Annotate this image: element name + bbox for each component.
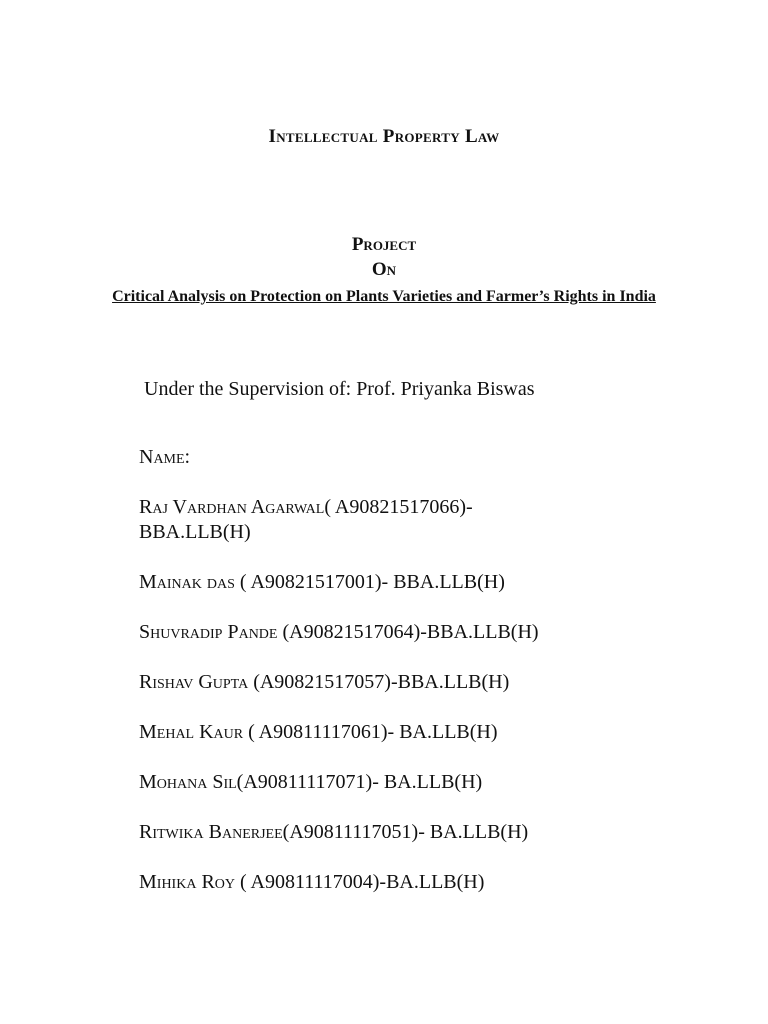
member-entry: Ritwika Banerjee(A90811117051)- BA.LLB(H) [139, 821, 529, 843]
supervision-line: Under the Supervision of: Prof. Priyanka Biswas [144, 378, 535, 400]
member-entry: Rishav Gupta (A90821517057)-BBA.LLB(H) [139, 671, 510, 693]
member-entry: Raj Vardhan Agarwal( A90821517066)- BBA.LLB(H) [139, 496, 473, 543]
on-label: On [371, 259, 397, 280]
member-entry: Mohana Sil(A90811117071)- BA.LLB(H) [139, 771, 483, 793]
subject-title: Intellectual Property Law [268, 126, 500, 147]
project-label: Project [351, 234, 417, 255]
member-entry: Shuvradip Pande (A90821517064)-BBA.LLB(H) [139, 621, 539, 643]
member-entry: Mihika Roy ( A90811117004)-BA.LLB(H) [139, 871, 485, 893]
member-entry: Mainak das ( A90821517001)- BBA.LLB(H) [139, 571, 505, 593]
member-list [139, 495, 639, 920]
project-topic: Critical Analysis on Protection on Plants Varieties and Farmer’s Rights in India [112, 288, 656, 305]
name-heading: Name: [139, 446, 191, 468]
member-entry: Mehal Kaur ( A90811117061)- BA.LLB(H) [139, 721, 498, 743]
